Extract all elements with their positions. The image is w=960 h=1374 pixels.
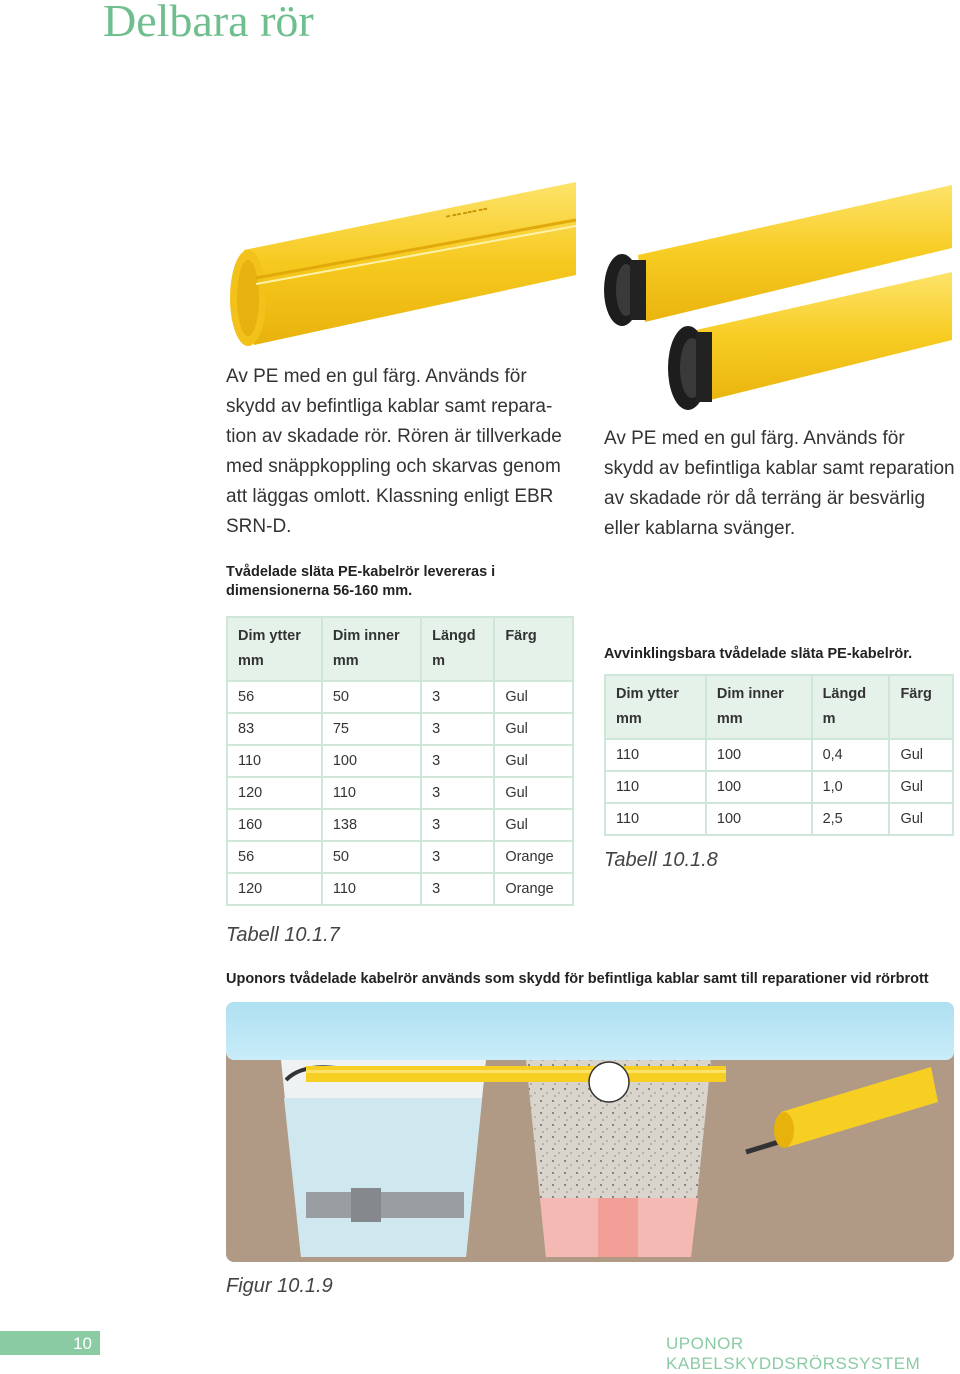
- table-cell: 120: [227, 777, 322, 809]
- table-cell: 3: [421, 841, 494, 873]
- dimension-table-left: [226, 616, 574, 906]
- table-caption-right: Tabell 10.1.8: [604, 849, 718, 871]
- table-cell: 1,0: [812, 771, 890, 803]
- table-cell: Gul: [494, 745, 573, 777]
- column-header: Färg: [494, 617, 573, 681]
- table-row: [605, 739, 953, 771]
- table-cell: 110: [322, 777, 421, 809]
- figure-caption: Figur 10.1.9: [226, 1275, 333, 1297]
- column-header: Dim inner mm: [322, 617, 421, 681]
- trench-illustration: [226, 1002, 954, 1262]
- table-cell: Gul: [889, 803, 953, 835]
- column-header: Längd m: [421, 617, 494, 681]
- table-cell: 3: [421, 777, 494, 809]
- table-cell: Gul: [889, 739, 953, 771]
- table-cell: 50: [322, 841, 421, 873]
- table-cell: 138: [322, 809, 421, 841]
- split-pipe-image: [226, 180, 576, 350]
- footer-title: UPONOR KABELSKYDDSRÖRSSYSTEM: [666, 1334, 921, 1373]
- column-header: Dim ytter mm: [227, 617, 322, 681]
- table-cell: 3: [421, 681, 494, 713]
- table-cell: 56: [227, 841, 322, 873]
- table-cell: Orange: [494, 873, 573, 905]
- table-cell: 110: [605, 803, 706, 835]
- table-cell: 50: [322, 681, 421, 713]
- table-row: [227, 681, 573, 713]
- angled-pipes-image: [600, 180, 958, 420]
- column-header: Längd m: [812, 675, 890, 739]
- table-cell: 100: [706, 771, 812, 803]
- table-cell: 100: [706, 739, 812, 771]
- right-description: Av PE med en gul färg. Används för skydd av befintliga kablar samt reparation av skadade rör då terräng är besvärlig eller kablarna svänger.: [604, 428, 955, 539]
- table-row: [605, 803, 953, 835]
- table-cell: 110: [227, 745, 322, 777]
- table-cell: Gul: [494, 681, 573, 713]
- column-header: Färg: [889, 675, 953, 739]
- table-cell: 2,5: [812, 803, 890, 835]
- right-table-intro: Avvinklingsbara tvådelade släta PE-kabelrör.: [604, 646, 913, 662]
- table-cell: 75: [322, 713, 421, 745]
- table-cell: 160: [227, 809, 322, 841]
- table-row: [227, 873, 573, 905]
- table-caption-left: Tabell 10.1.7: [226, 924, 340, 946]
- table-row: [227, 809, 573, 841]
- table-row: [227, 745, 573, 777]
- page-title: Delbara rör: [103, 0, 314, 46]
- table-cell: 0,4: [812, 739, 890, 771]
- column-header: Dim inner mm: [706, 675, 812, 739]
- column-header: Dim ytter mm: [605, 675, 706, 739]
- dimension-table-right: [604, 674, 954, 836]
- table-cell: Gul: [494, 777, 573, 809]
- table-cell: 110: [605, 739, 706, 771]
- figure-heading: Uponors tvådelade kabelrör används som skydd för befintliga kablar samt till reparationer vid rörbrott: [226, 971, 929, 987]
- table-cell: Orange: [494, 841, 573, 873]
- table-cell: 56: [227, 681, 322, 713]
- table-cell: Gul: [494, 809, 573, 841]
- left-description: Av PE med en gul färg. Används för skydd av befintliga kablar samt repara-tion av skadade rör. Rören är tillverkade med snäppkoppling och skarvas genom att läggas omlott. Klassning enligt EBR SRN-D.: [226, 366, 562, 537]
- svg-text:▬ ▬▬ ▬▬▬ ▬▬: ▬ ▬▬ ▬▬▬ ▬▬: [445, 205, 489, 220]
- table-row: [605, 771, 953, 803]
- table-cell: Gul: [889, 771, 953, 803]
- table-cell: 3: [421, 809, 494, 841]
- table-cell: 3: [421, 745, 494, 777]
- table-cell: Gul: [494, 713, 573, 745]
- table-cell: 100: [322, 745, 421, 777]
- page-number: 10: [73, 1334, 92, 1353]
- table-cell: 120: [227, 873, 322, 905]
- table-row: [227, 777, 573, 809]
- table-cell: 110: [605, 771, 706, 803]
- table-row: [227, 841, 573, 873]
- table-cell: 3: [421, 713, 494, 745]
- table-row: [227, 713, 573, 745]
- table-cell: 110: [322, 873, 421, 905]
- table-cell: 100: [706, 803, 812, 835]
- left-table-intro: Tvådelade släta PE-kabelrör levereras i dimensionerna 56-160 mm.: [226, 564, 496, 599]
- table-cell: 83: [227, 713, 322, 745]
- table-cell: 3: [421, 873, 494, 905]
